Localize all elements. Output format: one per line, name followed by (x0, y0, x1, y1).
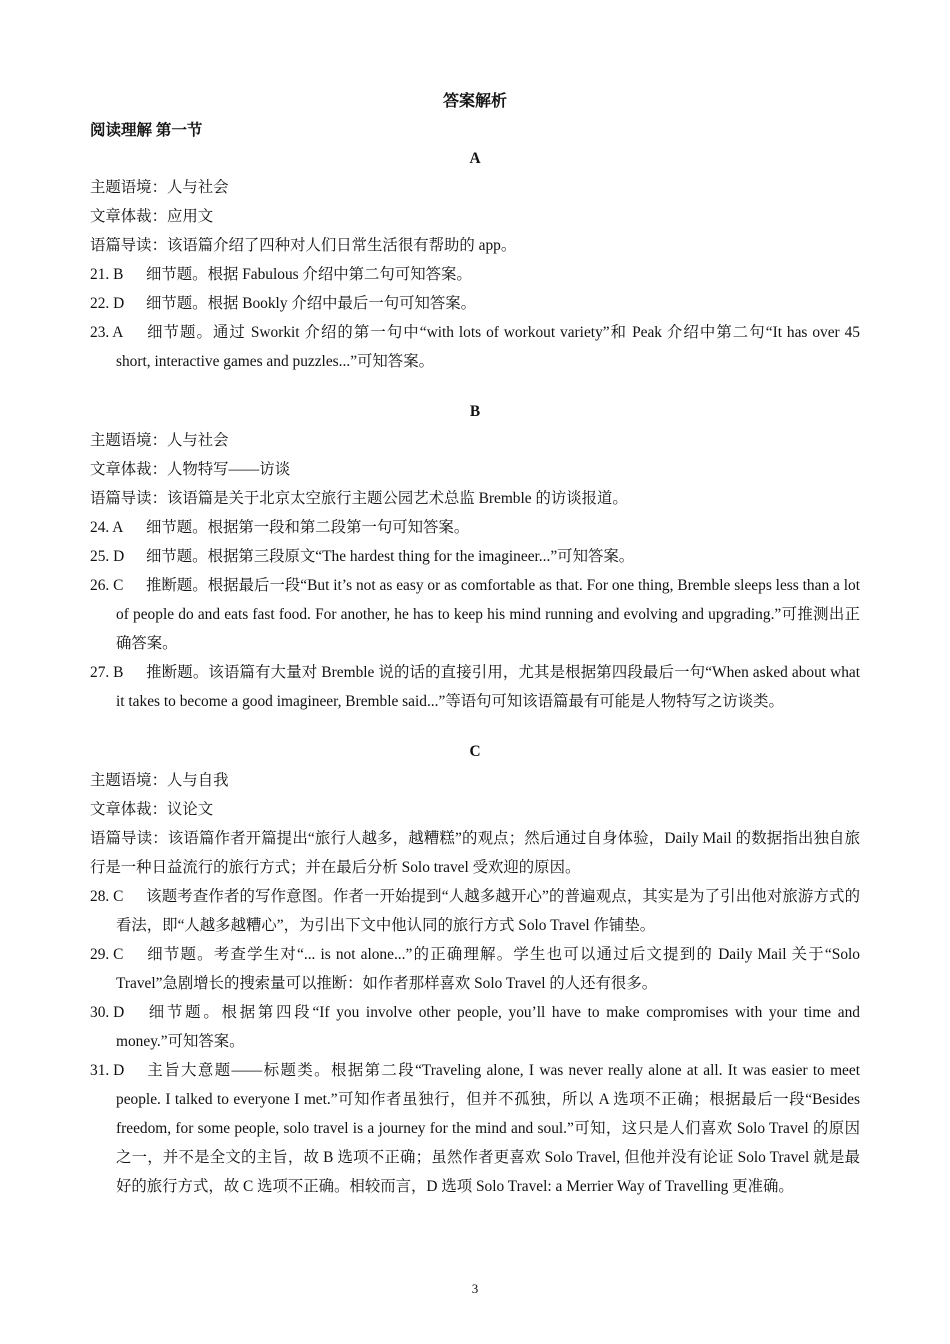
section-a-guide: 语篇导读：该语篇介绍了四种对人们日常生活很有帮助的 app。 (90, 237, 517, 254)
answer-item-22 (90, 289, 860, 318)
answer-explanation: 推断题。根据最后一段“But it’s not as easy or as comfortable as that. For one thing, Bremble sleeps less than a lot of people do and eats fast food. For another, he has to keep his mind running and evolving and upgrading.”可推测出正确答案。 (116, 577, 860, 652)
section-a-genre: 文章体裁：应用文 (90, 208, 214, 225)
answer-item-28 (90, 882, 860, 940)
answer-page (90, 88, 860, 1201)
answer-number: 30. D (90, 1004, 125, 1021)
part-heading: 阅读理解 第一节 (90, 122, 203, 139)
answer-item-26 (90, 571, 860, 658)
answer-explanation: 细节题。考查学生对“... is not alone...”的正确理解。学生也可以通过后文提到的 Daily Mail 关于“Solo Travel”急剧增长的搜索量可以推断：如作者那样喜欢 Solo Travel 的人还有很多。 (116, 946, 860, 992)
answer-explanation: 该题考查作者的写作意图。作者一开始提到“人越多越开心”的普遍观点，其实是为了引出他对旅游方式的看法，即“人越多越糟心”，为引出下文中他认同的旅行方式 Solo Travel 作铺垫。 (116, 888, 860, 934)
answer-item-25 (90, 542, 860, 571)
answer-number: 25. D (90, 548, 125, 565)
page-title: 答案解析 (442, 93, 507, 110)
answer-item-27 (90, 658, 860, 716)
section-a-heading: A (469, 150, 481, 167)
section-c-genre: 文章体裁：议论文 (90, 801, 214, 818)
answer-item-21 (90, 260, 860, 289)
answer-explanation: 细节题。根据第三段原文“The hardest thing for the imagineer...”可知答案。 (146, 548, 635, 565)
section-c-heading: C (469, 743, 481, 760)
answer-item-31 (90, 1056, 860, 1201)
answer-explanation: 细节题。根据第一段和第二段第一句可知答案。 (146, 519, 470, 536)
section-c-guide: 语篇导读：该语篇作者开篇提出“旅行人越多，越糟糕”的观点；然后通过自身体验，Daily Mail 的数据指出独自旅行是一种日益流行的旅行方式；并在最后分析 Solo travel 受欢迎的原因。 (90, 830, 860, 876)
section-b-guide: 语篇导读：该语篇是关于北京太空旅行主题公园艺术总监 Bremble 的访谈报道。 (90, 490, 628, 507)
section-b-heading: B (469, 403, 481, 420)
answer-item-24 (90, 513, 860, 542)
answer-number: 24. A (90, 519, 124, 536)
answer-explanation: 细节题。根据第四段“If you involve other people, you’ll have to make compromises with your time and money.”可知答案。 (116, 1004, 860, 1050)
section-c-theme: 主题语境：人与自我 (90, 772, 229, 789)
answer-explanation: 细节题。通过 Sworkit 介绍的第一句中“with lots of workout variety”和 Peak 介绍中第二句“It has over 45 short, interactive games and puzzles...”可知答案。 (116, 324, 860, 370)
answer-explanation: 主旨大意题——标题类。根据第二段“Traveling alone, I was never really alone at all. It was easier to meet people. I talked to everyone I met.”可知作者虽独行，但并不孤独，所以 A 选项不正确；根据最后一段“Besides freedom, for some people, solo travel is a journey for the mind and soul.”可知，这只是人们喜欢 Solo Travel 的原因之一，并不是全文的主旨，故 B 选项不正确；虽然作者更喜欢 Solo Travel, 但他并没有论证 Solo Travel 就是最好的旅行方式，故 C 选项不正确。相较而言，D 选项 Solo Travel: a Merrier Way of Travelling 更准确。 (116, 1062, 860, 1195)
answer-number: 26. C (90, 577, 124, 594)
answer-item-30 (90, 998, 860, 1056)
answer-number: 27. B (90, 664, 124, 681)
section-a-theme: 主题语境：人与社会 (90, 179, 229, 196)
answer-item-29 (90, 940, 860, 998)
answer-explanation: 细节题。根据 Fabulous 介绍中第二句可知答案。 (146, 266, 472, 283)
answer-number: 23. A (90, 324, 124, 341)
answer-item-23 (90, 318, 860, 376)
answer-number: 31. D (90, 1062, 125, 1079)
section-b-theme: 主题语境：人与社会 (90, 432, 229, 449)
answer-number: 28. C (90, 888, 124, 905)
answer-explanation: 推断题。该语篇有大量对 Bremble 说的话的直接引用，尤其是根据第四段最后一句“When asked about what it takes to become a good imagineer, Bremble said...”等语句可知该语篇最有可能是人物特写之访谈类。 (116, 664, 860, 710)
answer-explanation: 细节题。根据 Bookly 介绍中最后一句可知答案。 (146, 295, 477, 312)
answer-number: 29. C (90, 946, 124, 963)
answer-number: 22. D (90, 295, 125, 312)
section-b-genre: 文章体裁：人物特写——访谈 (90, 461, 291, 478)
page-number: 3 (471, 1281, 479, 1296)
answer-number: 21. B (90, 266, 124, 283)
